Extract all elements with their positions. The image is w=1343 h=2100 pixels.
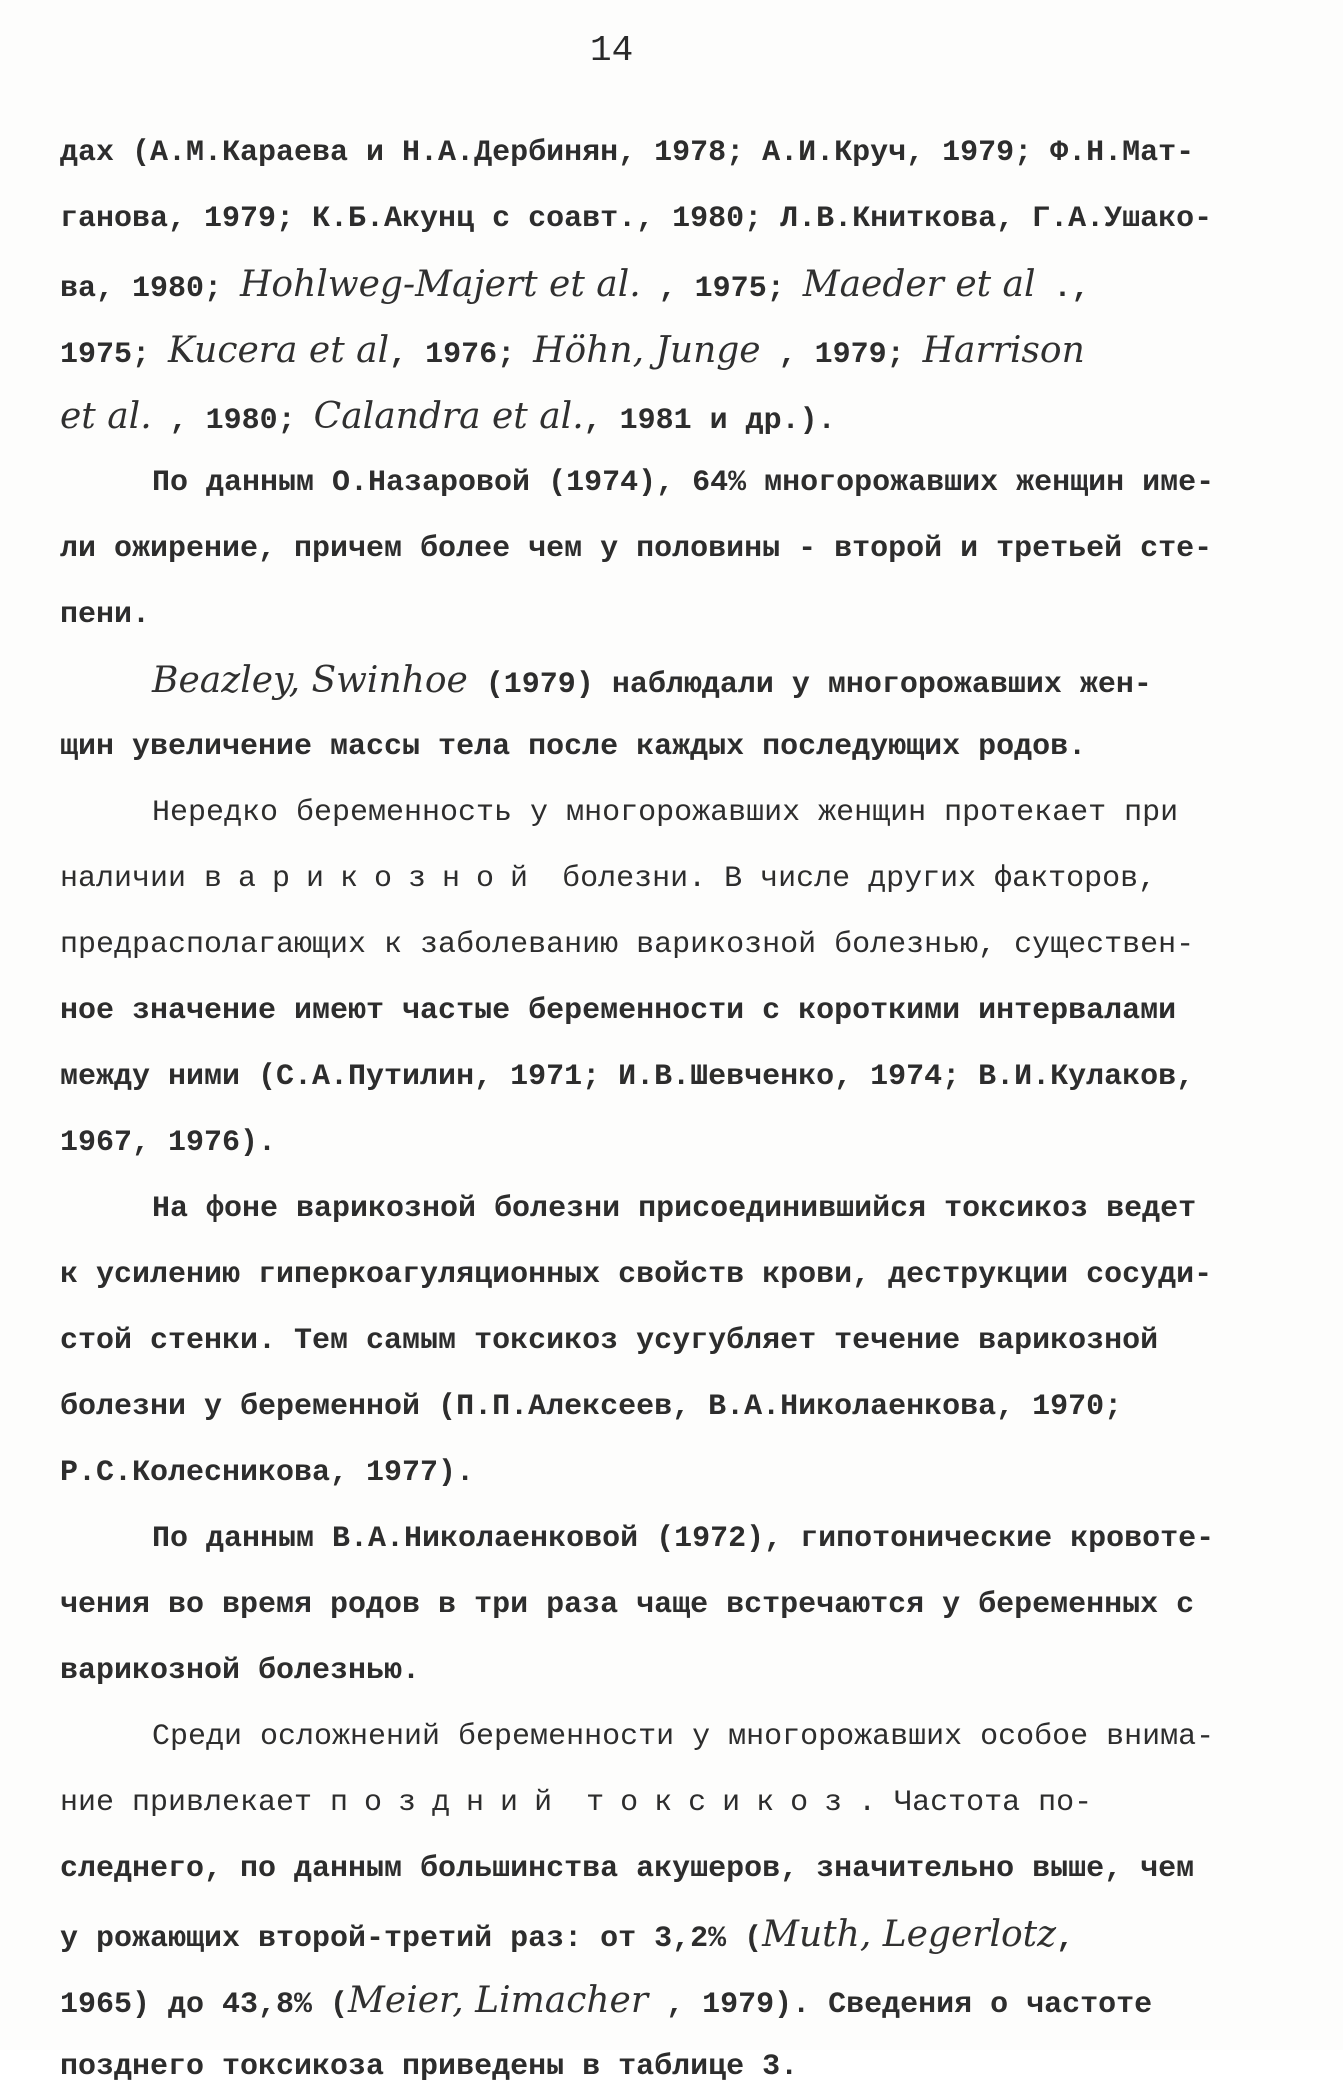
text-line (60, 912, 1290, 978)
text: Нередко беременность у многорожавших женщин протекает при (152, 796, 1179, 830)
page-number: 14 (590, 30, 634, 71)
text-line (60, 1902, 1290, 1968)
text-line (60, 1770, 1290, 1836)
handwritten-citation: Beazley, Swinhoe (152, 660, 468, 701)
handwritten-citation: Calandra et al. (313, 396, 584, 437)
text: , 1980; (151, 404, 314, 438)
text-line (60, 1308, 1290, 1374)
spaced-emphasis: поздний (330, 1786, 569, 1820)
text: (1979) наблюдали у многорожавших жен- (467, 668, 1152, 702)
text: дах (А.М.Караева и Н.А.Дербинян, 1978; А.И.Круч, 1979; Ф.Н.Мат- (60, 136, 1195, 170)
text-line (60, 450, 1290, 516)
spaced-emphasis: токсикоз (586, 1786, 859, 1820)
text-line (60, 1110, 1290, 1176)
handwritten-citation: Hohlweg-Majert et al. (240, 264, 641, 305)
text-line (60, 648, 1290, 714)
text: болезни у беременной (П.П.Алексеев, В.А.Николаенкова, 1970; (60, 1390, 1123, 1424)
text-line (60, 1242, 1290, 1308)
text: щин увеличение массы тела после каждых последующих родов. (60, 730, 1087, 764)
text: 1967, 1976). (60, 1126, 277, 1160)
handwritten-citation: Maeder et al (802, 264, 1036, 305)
text-line (60, 1572, 1290, 1638)
text: к усилению гиперкоагуляционных свойств крови, деструкции сосуди- (60, 1258, 1213, 1292)
text: следнего, по данным большинства акушеров, значительно выше, чем (60, 1852, 1195, 1886)
text-line (60, 186, 1290, 252)
text-line (60, 252, 1290, 318)
handwritten-citation: Muth, Legerlotz (762, 1914, 1057, 1955)
text: болезни. В числе других факторов, (544, 862, 1157, 896)
text: 1965) до 43,8% ( (60, 1988, 349, 2022)
text: , (1056, 1922, 1075, 1956)
text-line (60, 1836, 1290, 1902)
handwritten-citation: et al. (60, 396, 152, 437)
text: ное значение имеют частые беременности с короткими интервалами (60, 994, 1177, 1028)
text: Среди осложнений беременности у многорожавших особое внима- (152, 1720, 1215, 1754)
text: , 1979; (760, 338, 923, 372)
text: стой стенки. Тем самым токсикоз усугубляет течение варикозной (60, 1324, 1159, 1358)
text-line (60, 120, 1290, 186)
text: ганова, 1979; К.Б.Акунц с соавт., 1980; Л.В.Книткова, Г.А.Ушако- (60, 202, 1213, 236)
text: наличии (60, 862, 205, 896)
text-line (60, 1374, 1290, 1440)
text: ние привлекает (60, 1786, 331, 1820)
spaced-emphasis: варикозной (204, 862, 545, 896)
text: . Частота по- (858, 1786, 1093, 1820)
text-line (60, 318, 1290, 384)
text-line (60, 2034, 1290, 2100)
text: 1975; (60, 338, 169, 372)
text-line (60, 384, 1290, 450)
text: позднего токсикоза приведены в таблице 3. (60, 2050, 799, 2084)
text: у рожающих второй-третий раз: от 3,2% ( (60, 1922, 763, 1956)
text-line (60, 780, 1290, 846)
text: , 1979). Сведения о частоте (648, 1988, 1153, 2022)
text-line (60, 846, 1290, 912)
text-line (60, 582, 1290, 648)
text-line (60, 1440, 1290, 1506)
text: На фоне варикозной болезни присоединившийся токсикоз ведет (152, 1192, 1197, 1226)
text-line (60, 1638, 1290, 1704)
text: По данным О.Назаровой (1974), 64% многорожавших женщин име- (152, 466, 1215, 500)
handwritten-citation: Kucera et al (168, 330, 390, 371)
text: ва, 1980; (60, 272, 241, 306)
text: Р.С.Колесникова, 1977). (60, 1456, 475, 1490)
text: ., (1035, 272, 1090, 306)
text-line (60, 1044, 1290, 1110)
text: , 1976; (389, 338, 534, 372)
text: предрасполагающих к заболеванию варикозной болезнью, существен- (60, 928, 1195, 962)
text: пени. (60, 598, 151, 632)
text-line (60, 516, 1290, 582)
text-line (60, 714, 1290, 780)
text: По данным В.А.Николаенковой (1972), гипотонические кровоте- (152, 1522, 1215, 1556)
text: чения во время родов в три раза чаще встречаются у беременных с (60, 1588, 1195, 1622)
text-line (60, 1968, 1290, 2034)
text: , 1975; (640, 272, 803, 306)
text-line (60, 1704, 1290, 1770)
handwritten-citation: Höhn, Junge (533, 330, 761, 371)
text: , 1981 и др.). (583, 404, 836, 438)
text-line (60, 1176, 1290, 1242)
handwritten-citation: Harrison (922, 330, 1085, 371)
text: ли ожирение, причем более чем у половины - второй и третьей сте- (60, 532, 1213, 566)
handwritten-citation: Meier, Limacher (348, 1980, 649, 2021)
text-line (60, 1506, 1290, 1572)
page-body (60, 120, 1290, 2100)
text: между ними (С.А.Путилин, 1971; И.В.Шевченко, 1974; В.И.Кулаков, (60, 1060, 1195, 1094)
text-line (60, 978, 1290, 1044)
text: варикозной болезнью. (60, 1654, 421, 1688)
